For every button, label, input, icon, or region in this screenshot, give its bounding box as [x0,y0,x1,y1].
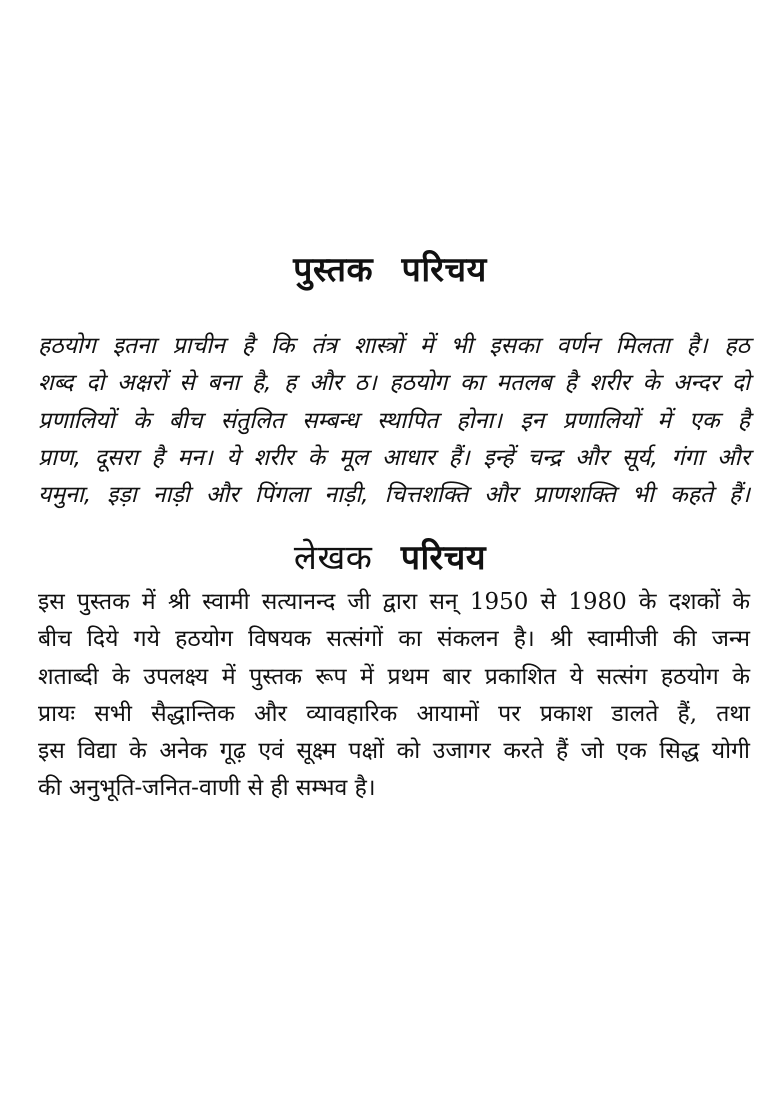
paragraph-line: इस विद्या के अनेक गूढ़ एवं सूक्ष्म पक्षों को उजागर करते हैं जो एक सिद्ध योगी [38,738,750,765]
paragraph-line: शताब्दी के उपलक्ष्य में पुस्तक रूप में प्रथम बार प्रकाशित ये सत्संग हठयोग के [38,663,750,690]
paragraph-line: प्रायः सभी सैद्धान्तिक और व्यावहारिक आयामों पर प्रकाश डालते हैं, तथा [38,700,750,727]
paragraph-line: शब्द दो अक्षरों से बना है, ह और ठ। हठयोग का मतलब है शरीर के अन्दर दो [38,370,750,397]
book-intro-paragraph [38,328,750,514]
heading-word: परिचय [401,250,487,290]
paragraph-line: बीच दिये गये हठयोग विषयक सत्संगों का संकलन है। श्री स्वामीजी की जन्म [38,626,750,653]
heading-word: लेखक [293,538,373,578]
author-intro-paragraph [38,584,750,808]
heading-word: पुस्तक [293,250,374,290]
paragraph-line: प्रणालियों के बीच संतुलित सम्बन्ध स्थापित होना। इन प्रणालियों में एक है [38,407,750,434]
paragraph-line: इस पुस्तक में श्री स्वामी सत्यानन्द जी द्वारा सन् 1950 से 1980 के दशकों के [38,589,750,615]
author-intro-heading [0,536,780,580]
book-intro-heading [0,248,780,292]
heading-word: परिचय [400,538,487,578]
paragraph-line: की अनुभूति-जनित-वाणी से ही सम्भव है। [38,775,376,802]
paragraph-line: हठयोग इतना प्राचीन है कि तंत्र शास्त्रों में भी इसका वर्णन मिलता है। हठ [38,333,750,359]
paragraph-line: यमुना, इड़ा नाड़ी और पिंगला नाड़ी, चित्तशक्ति और प्राणशक्ति भी कहते हैं। [38,482,750,509]
paragraph-line: प्राण, दूसरा है मन। ये शरीर के मूल आधार हैं। इन्हें चन्द्र और सूर्य, गंगा और [38,444,750,471]
